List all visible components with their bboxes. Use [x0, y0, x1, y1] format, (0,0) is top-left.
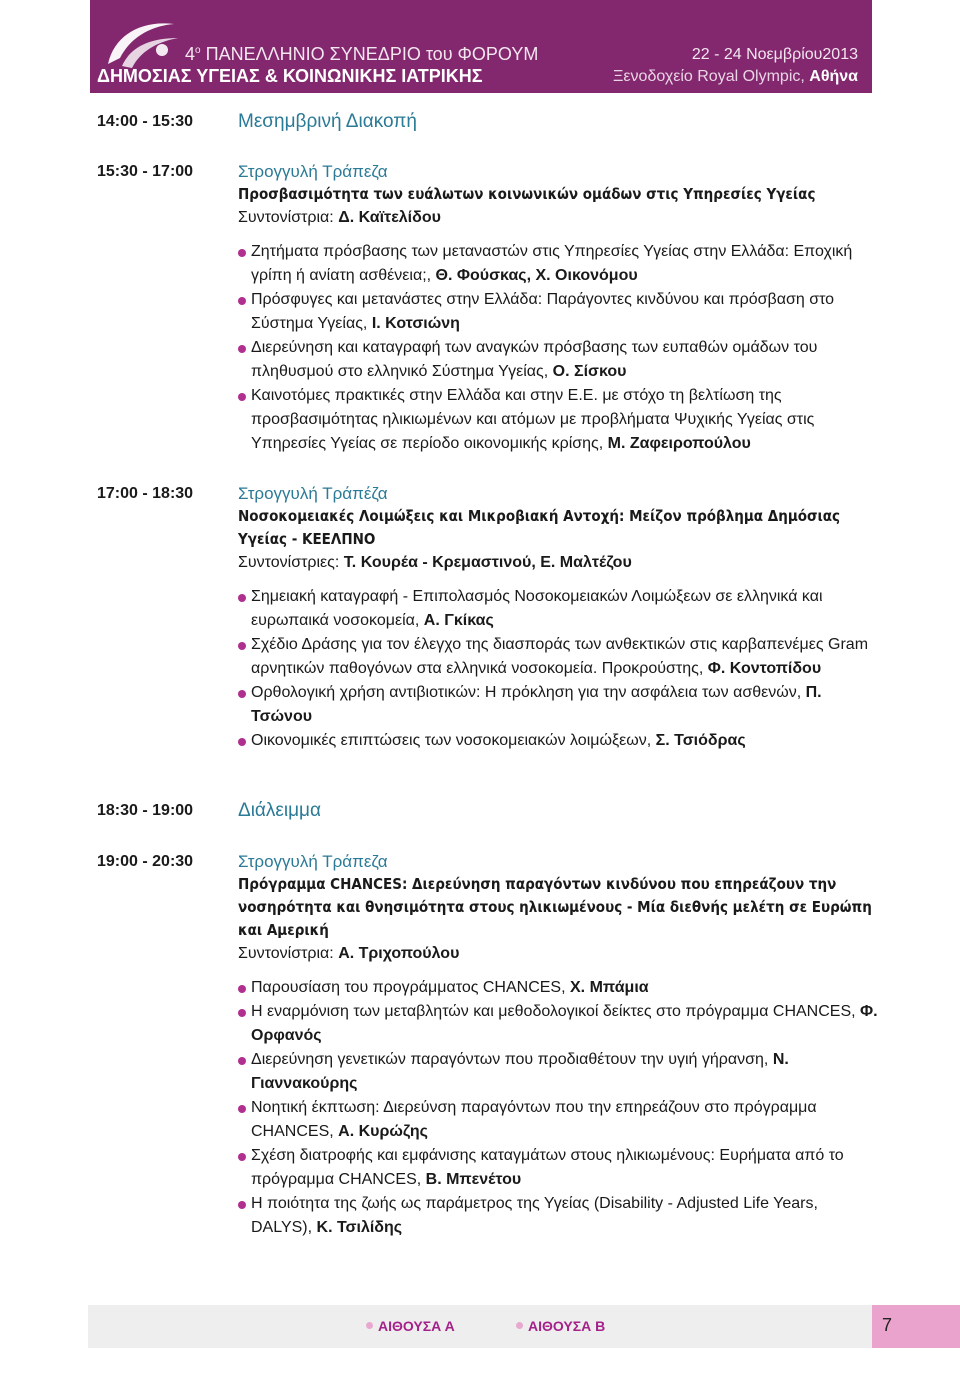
talk-item: Νοητική έκπτωση: Διερεύνση παραγόντων που την επηρεάζουν στο πρόγραμμα CHANCES, Α. Κυρώζης [238, 1096, 878, 1144]
talk-item: Η εναρμόνιση των μεταβλητών και μεθοδολογικοί δείκτες στο πρόγραμμα CHANCES, Φ. Ορφανός [238, 1000, 878, 1048]
bullet-icon [238, 642, 246, 650]
bullet-icon [238, 249, 246, 257]
conference-title: $4^o$ ΠΑΝΕΛΛΗΝΙΟ ΣΥΝΕΔΡΙΟ του ΦΟΡΟΥΜ [185, 44, 539, 64]
talk-item: Ζητήματα πρόσβασης των μεταναστών στις Υπηρεσίες Υγείας στην Ελλάδα: Εποχική γρίπη ή ανίατη ασθένεια;, Θ. Φούσκας, Χ. Οικονόμου [238, 240, 878, 288]
bullet-icon [238, 1153, 246, 1161]
session-title: Μεσημβρινή Διακοπή [238, 111, 417, 132]
conference-header [90, 0, 872, 93]
hall-a-legend: ΑΙΘΟΥΣΑ Α [366, 1318, 455, 1334]
bullet-icon [238, 1057, 246, 1065]
session-time: 17:00 - 18:30 [97, 485, 194, 502]
session-time: 18:30 - 19:00 [97, 802, 194, 819]
session-time: 19:00 - 20:30 [97, 853, 194, 870]
talk-list [238, 585, 878, 753]
session-subject: Πρόγραμμα CHANCES: Διερεύνηση παραγόντων κινδύνου που επηρεάζουν την νοσηρότητα και θνησιμότητα στους ηλικιωμένους - Μία διεθνής μελέτη σε Ευρώπη και Αμερική [238, 875, 872, 939]
bullet-icon [238, 1201, 246, 1209]
session-coordinator: Συντονίστρια: Α. Τριχοπούλου [238, 945, 460, 962]
session-subject: Προσβασιμότητα των ευάλωτων κοινωνικών ομάδων στις Υπηρεσίες Υγείας [238, 185, 816, 203]
talk-item: Η ποιότητα της ζωής ως παράμετρος της Υγείας (Disability - Adjusted Life Years, DALYS), Κ. Τσιλίδης [238, 1192, 878, 1240]
bullet-icon [238, 345, 246, 353]
talk-item: Καινοτόμες πρακτικές στην Ελλάδα και στην Ε.Ε. με στόχο τη βελτίωση της προσβασιμότητας ηλικιωμένων και ατόμων με προβλήματα Ψυχικής Υγείας στις Υπηρεσίες Υγείας σε περίοδο οικονομικής κρίσης, Μ. Ζαφειροπούλου [238, 384, 878, 456]
talk-item: Οικονομικές επιπτώσεις των νοσοκομειακών λοιμώξεων, Σ. Τσιόδρας [238, 729, 878, 753]
session-title: Στρογγυλή Τράπέζα [238, 484, 388, 503]
talk-item: Σχέση διατροφής και εμφάνισης καταγμάτων στους ηλικιωμένους: Ευρήματα από το πρόγραμμα CHANCES, Β. Μπενέτου [238, 1144, 878, 1192]
talk-item: Διερεύνηση γενετικών παραγόντων που προδιαθέτουν την υγιή γήρανση, Ν. Γιαννακούρης [238, 1048, 878, 1096]
conference-dates: 22 - 24 Νοεμβρίου2013 [691, 46, 858, 63]
bullet-icon [238, 1105, 246, 1113]
bullet-icon [238, 1009, 246, 1017]
page-number-box [872, 1305, 960, 1348]
talk-item: Σχέδιο Δράσης για τον έλεγχο της διασποράς των ανθεκτικών στις καρβαπενέμες Gram αρνητικών παθογόνων στα ελληνικά νοσοκομεία. Προκρούστης, Φ. Κοντοπίδου [238, 633, 878, 681]
session-coordinator: Συντονίστρια: Δ. Καϊτελίδου [238, 209, 441, 226]
bullet-icon [238, 393, 246, 401]
session-time: 14:00 - 15:30 [97, 113, 194, 130]
talk-item: Παρουσίαση του προγράμματος CHANCES, Χ. Μπάμια [238, 976, 878, 1000]
bullet-icon [238, 594, 246, 602]
session-time: 15:30 - 17:00 [97, 163, 194, 180]
conference-venue: Ξενοδοχείο Royal Olympic, Αθήνα [613, 68, 858, 85]
session-title: Στρογγυλή Τράπεζα [238, 852, 388, 871]
hall-b-legend: ΑΙΘΟΥΣΑ Β [516, 1318, 605, 1334]
bullet-icon [238, 738, 246, 746]
talk-list [238, 240, 878, 456]
talk-list [238, 976, 878, 1240]
bullet-icon [238, 297, 246, 305]
conference-logo [102, 14, 184, 74]
talk-item: Σημειακή καταγραφή - Επιπολασμός Νοσοκομειακών Λοιμώξεων σε ελληνικά και ευρωπαικά νοσοκομεία, Α. Γκίκας [238, 585, 878, 633]
footer-legend [88, 1305, 872, 1348]
page-number: 7 [882, 1315, 893, 1335]
talk-item: Πρόσφυγες και μετανάστες στην Ελλάδα: Παράγοντες κινδύνου και πρόσβαση στο Σύστημα Υγείας, Ι. Κοτσιώνη [238, 288, 878, 336]
session-coordinator: Συντονίστριες: Τ. Κουρέα - Κρεμαστινού, Ε. Μαλτέζου [238, 554, 632, 571]
bullet-icon [366, 1322, 373, 1329]
session-title: Διάλειμμα [238, 800, 321, 821]
talk-item: Ορθολογική χρήση αντιβιοτικών: Η πρόκληση για την ασφάλεια των ασθενών, Π. Τσώνου [238, 681, 878, 729]
bullet-icon [516, 1322, 523, 1329]
conference-subtitle: ΔΗΜΟΣΙΑΣ ΥΓΕΙΑΣ & ΚΟΙΝΩΝΙΚΗΣ ΙΑΤΡΙΚΗΣ [97, 66, 483, 86]
talk-item: Διερεύνηση και καταγραφή των αναγκών πρόσβασης των ευπαθών ομάδων του πληθυσμού στο ελληνικό Σύστημα Υγείας, Ο. Σίσκου [238, 336, 878, 384]
session-subject: Νοσοκομειακές Λοιμώξεις και Μικροβιακή Αντοχή: Μείζον πρόβλημα Δημόσιας Υγείας - ΚΕΕΛΠΝΟ [238, 507, 841, 548]
bullet-icon [238, 690, 246, 698]
session-title: Στρογγυλή Τράπεζα [238, 162, 388, 181]
bullet-icon [238, 985, 246, 993]
